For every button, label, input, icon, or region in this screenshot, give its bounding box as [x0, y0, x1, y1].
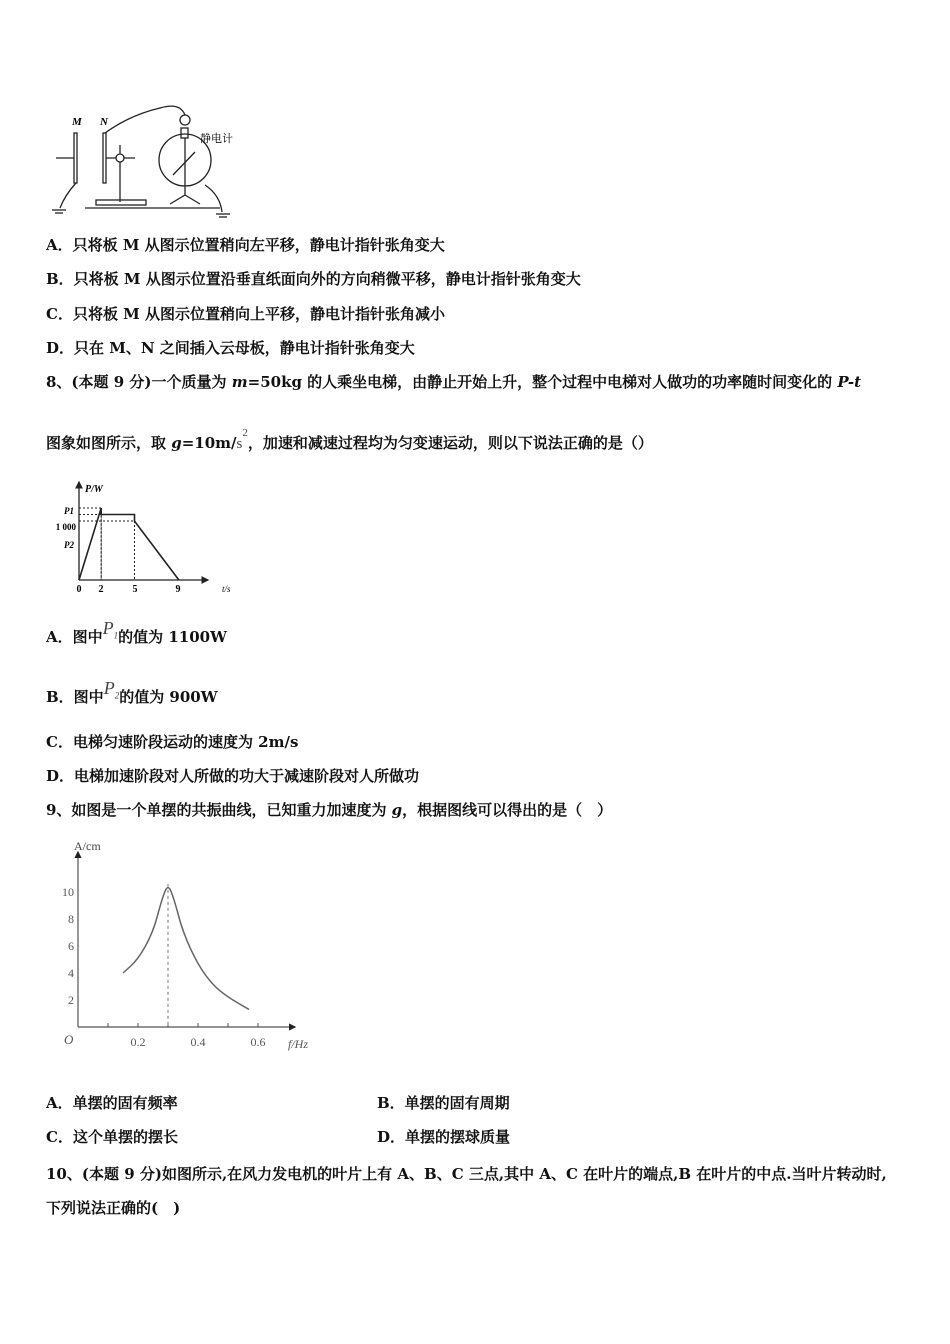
- x-tick-label: 0.4: [190, 1035, 206, 1049]
- p1-symbol: [102, 618, 119, 641]
- y-tick-label: 4: [68, 966, 74, 980]
- q9-option-d[interactable]: D．单摆的摆球质量: [377, 1128, 511, 1146]
- p-var: P: [102, 618, 114, 638]
- y-tick-p1: P1: [64, 506, 74, 516]
- q8-g-var: g: [171, 434, 182, 452]
- y-axis-label: P/W: [85, 484, 103, 495]
- x-axis-label: t/s: [222, 584, 231, 594]
- y-tick-label: 2: [68, 993, 74, 1007]
- q8-option-a-post: 的值为 1100W: [118, 628, 227, 646]
- x-tick-label: 0.6: [250, 1035, 266, 1049]
- q7-option-c[interactable]: C．只将板 M 从图示位置稍向上平移，静电计指针张角减小: [46, 305, 445, 323]
- electroscope-figure: [40, 90, 300, 220]
- q10-stem-line2: 下列说法正确的( ): [46, 1199, 181, 1217]
- q7-option-b[interactable]: B．只将板 M 从图示位置沿垂直纸面向外的方向稍微平移，静电计指针张角变大: [46, 270, 581, 288]
- q8-option-d[interactable]: D．电梯加速阶段对人所做的功大于减速阶段对人所做功: [46, 767, 420, 785]
- q9-text: 9、如图是一个单摆的共振曲线，已知重力加速度为: [46, 801, 392, 819]
- q8-option-a-pre: A．图中: [46, 628, 103, 646]
- resonance-curve: [123, 888, 249, 1010]
- y-tick-label: 6: [68, 939, 74, 953]
- q10-stem-line1: 10、(本题 9 分)如图所示,在风力发电机的叶片上有 A、B、C 三点,其中 A、C 在叶片的端点,B 在叶片的中点.当叶片转动时,: [46, 1165, 887, 1183]
- pt-chart: [40, 470, 240, 600]
- origin-label: O: [64, 1032, 74, 1047]
- q9-stem: [46, 800, 612, 820]
- y-tick-label: 8: [68, 912, 74, 926]
- p-var: P: [103, 678, 115, 698]
- x-axis-label: f/Hz: [288, 1037, 309, 1051]
- y-tick-1000: 1 000: [55, 522, 76, 532]
- q8-stem-line1: [46, 372, 861, 392]
- q8-text: ，加速和减速过程均为匀变速运动，则以下说法正确的是（）: [247, 434, 653, 452]
- q8-unit-exp: 2: [242, 427, 248, 439]
- x-tick-2: 2: [98, 584, 104, 595]
- q8-text: 8、(本题 9 分)一个质量为: [46, 373, 232, 391]
- x-tick-0: 0: [76, 584, 82, 595]
- p-sub: 2: [114, 690, 120, 701]
- q9-option-c[interactable]: C．这个单摆的摆长: [46, 1128, 178, 1146]
- plate-m-label: M: [72, 116, 82, 128]
- q8-text: =50kg 的人乘坐电梯，由静止开始上升，整个过程中电梯对人做功的功率随时间变化的: [247, 373, 838, 391]
- q9-option-a[interactable]: A．单摆的固有频率: [46, 1094, 178, 1112]
- q9-g-var: g: [391, 801, 403, 819]
- resonance-chart: [40, 830, 340, 1060]
- q8-option-a[interactable]: [46, 618, 227, 654]
- electroscope-label: 静电计: [200, 133, 233, 145]
- q8-text: =10m/: [181, 434, 237, 452]
- q8-stem-line2: [46, 427, 653, 455]
- q8-pt-var: P-t: [837, 373, 862, 391]
- x-tick-5: 5: [132, 584, 138, 595]
- q8-option-c[interactable]: C．电梯匀速阶段运动的速度为 2m/s: [46, 733, 299, 751]
- x-tick-9: 9: [175, 584, 181, 595]
- y-tick-label: 10: [62, 885, 74, 899]
- p2-symbol: [103, 678, 120, 701]
- q8-option-b-pre: B．图中: [46, 688, 104, 706]
- q8-option-b[interactable]: [46, 678, 218, 714]
- y-axis-label: A/cm: [74, 839, 101, 853]
- plate-n-label: N: [100, 116, 108, 128]
- y-tick-p2: P2: [64, 540, 74, 550]
- q7-option-d[interactable]: D．只在 M、N 之间插入云母板，静电计指针张角变大: [46, 339, 415, 357]
- x-tick-label: 0.2: [130, 1035, 146, 1049]
- p-sub: 1: [113, 630, 119, 641]
- q8-option-b-post: 的值为 900W: [119, 688, 218, 706]
- pt-series-line: [79, 508, 179, 580]
- q9-option-b[interactable]: B．单摆的固有周期: [377, 1094, 510, 1112]
- q8-mass-var: m: [231, 373, 248, 391]
- q8-text: 图象如图所示，取: [46, 434, 172, 452]
- q7-option-a[interactable]: A．只将板 M 从图示位置稍向左平移，静电计指针张角变大: [46, 236, 445, 254]
- q9-text: ，根据图线可以得出的是（ ）: [402, 801, 613, 819]
- q8-unit-s: s: [236, 436, 243, 452]
